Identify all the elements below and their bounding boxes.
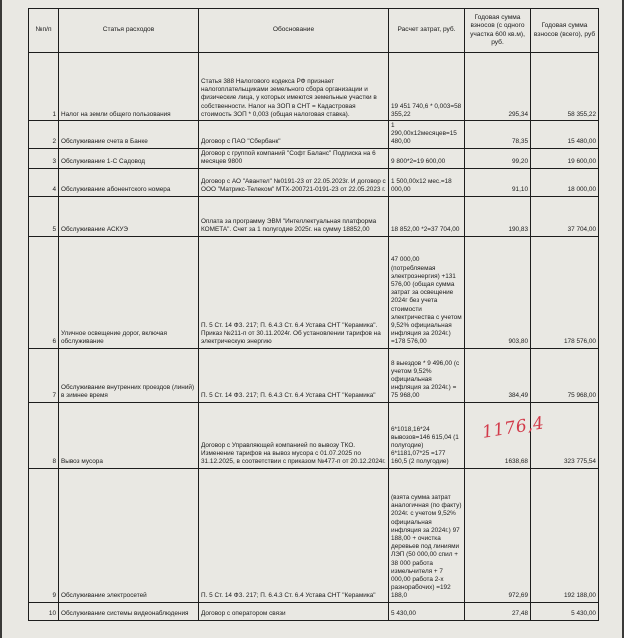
row-num: 2 (29, 121, 59, 149)
row-per-plot: 190,83 (465, 196, 531, 236)
row-item: Обслуживание электросетей (59, 468, 199, 602)
row-num: 5 (29, 196, 59, 236)
document-sheet (2, 0, 622, 638)
row-calc: 47 000,00 (потребляемая электроэнергия) +131 576,00 (общая сумма затрат за освещение 2024г без учета стоимости электричества с учетом 9,52% официальная инфляция за 2024г.) =178 576,00 (389, 236, 465, 348)
row-num: 6 (29, 236, 59, 348)
row-calc: 1 290,00x12месяцев=15 480,00 (389, 121, 465, 149)
handwritten-note: 1176,4 (480, 413, 546, 443)
row-per-plot: 972,69 (465, 468, 531, 602)
row-calc: 5 430,00 (389, 602, 465, 620)
row-item: Налог на земли общего пользования (59, 53, 199, 121)
row-basis: П. 5 Ст. 14 ФЗ. 217; П. 6.4.3 Ст. 6.4 Устава СНТ "Керамика" (199, 348, 389, 402)
row-item: Обслуживание счета в Банке (59, 121, 199, 149)
table-row (29, 148, 599, 168)
row-calc: 1 500,00x12 мес.=18 000,00 (389, 168, 465, 196)
row-total: 19 600,00 (531, 148, 599, 168)
table-row (29, 168, 599, 196)
header-num: №п/п (29, 9, 59, 53)
row-per-plot: 295,34 (465, 53, 531, 121)
table-row (29, 468, 599, 602)
row-item: Уличное освещение дорог, включая обслуживание (59, 236, 199, 348)
row-total: 37 704,00 (531, 196, 599, 236)
row-total: 178 576,00 (531, 236, 599, 348)
row-basis: Договор с Управляющей компанией по вывозу ТКО. Изменение тарифов на вывоз мусора с 01.07.2025 по 31.12.2025, в соответствии с приказом №477-п от 20.12.2024г. (199, 402, 389, 468)
row-basis: Оплата за программу ЭВМ "Интеллектуальная платформа КОМЕТА". Счет за 1 полугодие 2025г. на сумму 18852,00 (199, 196, 389, 236)
row-per-plot: 384,49 (465, 348, 531, 402)
row-calc: 19 451 740,6 * 0,003=58 355,22 (389, 53, 465, 121)
row-basis: П. 5 Ст. 14 ФЗ. 217; П. 6.4.3 Ст. 6.4 Устава СНТ "Керамика" (199, 468, 389, 602)
table-row (29, 236, 599, 348)
row-total: 15 480,00 (531, 121, 599, 149)
row-per-plot: 91,10 (465, 168, 531, 196)
header-total: Годовая сумма взносов (всего), руб (531, 9, 599, 53)
row-num: 10 (29, 602, 59, 620)
row-item: Обслуживание внутренних проездов (линий) в зимнее время (59, 348, 199, 402)
row-per-plot: 78,35 (465, 121, 531, 149)
row-num: 9 (29, 468, 59, 602)
header-calc: Расчет затрат, руб. (389, 9, 465, 53)
row-total: 75 968,00 (531, 348, 599, 402)
row-per-plot: 903,80 (465, 236, 531, 348)
row-calc: 6*1018,16*24 вывозов=146 615,04 (1 полугодие) 6*1181,07*25 =177 160,5 (2 полугодие) (389, 402, 465, 468)
row-basis: Договор с ПАО "Сбербанк" (199, 121, 389, 149)
row-basis: Договор с группой компаний "Софт Баланс" Подписка на 6 месяцев 9800 (199, 148, 389, 168)
row-num: 8 (29, 402, 59, 468)
row-num: 1 (29, 53, 59, 121)
row-calc: 18 852,00 *2=37 704,00 (389, 196, 465, 236)
table-row (29, 121, 599, 149)
row-basis: П. 5 Ст. 14 ФЗ. 217; П. 6.4.3 Ст. 6.4 Устава СНТ "Керамика". Приказ №211-п от 30.11.2024г. Об установлении тарифов на электрическую энергию (199, 236, 389, 348)
row-total: 192 188,00 (531, 468, 599, 602)
row-basis: Договор с АО "Авантел" №0191-23 от 22.05.2023г. И договор с ООО "Матрикс-Телеком" МТХ-200721-0191-23 от 22.05.2023 г. (199, 168, 389, 196)
header-item: Статья расходов (59, 9, 199, 53)
table-row (29, 348, 599, 402)
row-calc: 8 выездов * 9 496,00 (с учетом 9,52% официальная инфляция за 2024г.) = 75 968,00 (389, 348, 465, 402)
row-item: Обслуживание АСКУЭ (59, 196, 199, 236)
row-per-plot: 27,48 (465, 602, 531, 620)
row-basis: Договор с оператором связи (199, 602, 389, 620)
row-basis: Статья 388 Налогового кодекса РФ признает налогоплательщиками земельного сбора организации и физические лица, у которых имеются земельные участки в собственности. Налог на ЗОП в СНТ = Кадастровая стоимость ЗОП * 0,003 (общая налоговая ставка). (199, 53, 389, 121)
header-per-plot: Годовая сумма взносов (с одного участка 600 кв.м), руб. (465, 9, 531, 53)
row-total: 5 430,00 (531, 602, 599, 620)
table-row (29, 602, 599, 620)
row-item: Обслуживание системы видеонаблюдения (59, 602, 199, 620)
expense-table (28, 8, 599, 621)
row-calc: 9 800*2=19 600,00 (389, 148, 465, 168)
row-total: 18 000,00 (531, 168, 599, 196)
header-basis: Обоснование (199, 9, 389, 53)
row-total: 323 775,54 (531, 402, 599, 468)
header-row (29, 9, 599, 53)
table-row (29, 196, 599, 236)
row-num: 7 (29, 348, 59, 402)
row-per-plot: 1638,68 (465, 402, 531, 468)
row-num: 3 (29, 148, 59, 168)
row-item: Обслуживание 1-С Садовод (59, 148, 199, 168)
row-item: Обслуживание абонентского номера (59, 168, 199, 196)
table-row (29, 53, 599, 121)
row-per-plot: 99,20 (465, 148, 531, 168)
row-num: 4 (29, 168, 59, 196)
row-item: Вывоз мусора (59, 402, 199, 468)
row-total: 58 355,22 (531, 53, 599, 121)
row-calc: (взята сумма затрат аналогичная (по факту) 2024г. с учетом 9,52% официальная инфляция за 2024г.) 97 188,00 + очистка деревьев под линиями ЛЭП (50 000,00 спил + 38 000 работа измельчителя + 7 000,00 работа 2-х разнорабочих) =192 188,0 (389, 468, 465, 602)
